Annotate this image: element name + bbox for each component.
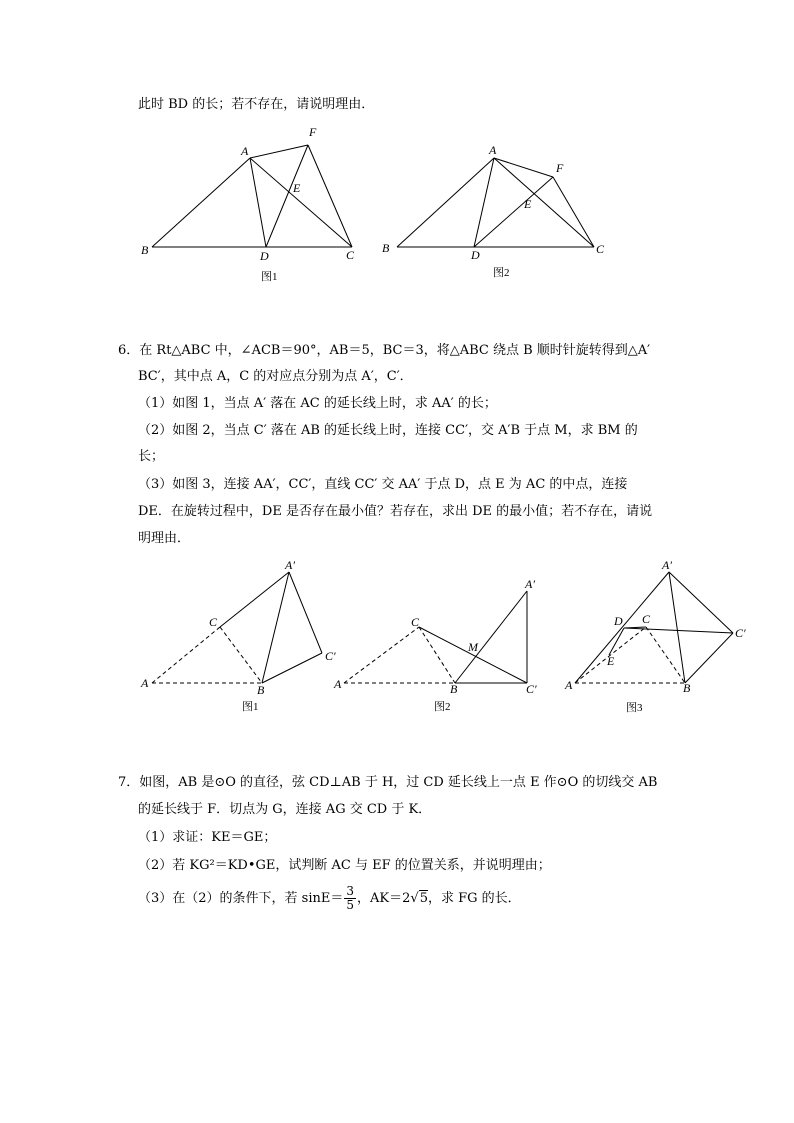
q6-fig2-label: A′ — [525, 577, 535, 591]
figure-caption: 图1 — [242, 701, 259, 713]
q6-fig3-label: D — [614, 614, 623, 628]
q6-fig3-label: C′ — [735, 626, 746, 640]
figure-1-top — [152, 145, 352, 247]
fig2-label: C — [596, 242, 605, 256]
fig1-label: B — [141, 243, 149, 257]
q7-stem-line2: 的延长线于 F．切点为 G，连接 AG 交 CD 于 K． — [138, 802, 432, 817]
q7-part3-suffix: ，求 FG 的长． — [427, 891, 521, 906]
q7-part2: （2）若 KG²＝KD•GE，试判断 AC 与 EF 的位置关系，并说明理由； — [138, 858, 551, 873]
fig1-label: A — [241, 144, 249, 158]
q6-fig1-label: C′ — [325, 649, 336, 663]
q7-stem-line1: 7．如图，AB 是⊙O 的直径，弦 CD⊥AB 于 H，过 CD 延长线上一点 E 作⊙O 的切线交 AB — [118, 775, 658, 790]
q6-fig3-label: E — [607, 654, 615, 668]
figure-2-top — [397, 158, 594, 247]
fraction-denominator: 5 — [346, 898, 355, 912]
q7-part3-middle: ，AK＝2 — [357, 891, 411, 906]
q6-part1: （1）如图 1，当点 A′ 落在 AC 的延长线上时，求 AA′ 的长； — [138, 396, 497, 411]
q6-fig3-label: B — [683, 681, 691, 695]
q6-fig3-label: A′ — [662, 558, 672, 572]
q6-part2-line2: 长； — [138, 449, 165, 464]
figure-caption: 图3 — [626, 702, 643, 714]
figure-caption: 图1 — [261, 271, 278, 283]
fig1-label: D — [260, 249, 269, 263]
q6-part2-line1: （2）如图 2，当点 C′ 落在 AB 的延长线上时，连接 CC′，交 A′B 于点 M，求 BM 的 — [138, 423, 638, 438]
fraction — [344, 885, 356, 912]
q6-figure-3 — [575, 572, 733, 683]
q6-part3-line3: 明理由． — [138, 531, 191, 546]
q6-part3-line2: DE．在旋转过程中，DE 是否存在最小值？若存在，求出 DE 的最小值；若不存在，请说 — [138, 504, 653, 519]
q6-part3-line1: （3）如图 3，连接 AA′，CC′，直线 CC′ 交 AA′ 于点 D，点 E 为 AC 的中点，连接 — [138, 477, 628, 492]
fraction-numerator: 3 — [346, 884, 355, 898]
q6-stem-line1: 6．在 Rt△ABC 中，∠ACB＝90°，AB＝5，BC＝3，将△ABC 绕点 B 顺时针旋转得到△A′ — [118, 343, 651, 358]
figure-caption: 图2 — [493, 267, 510, 279]
fig2-label: B — [382, 241, 390, 255]
q7-part1: （1）求证：KE＝GE； — [138, 830, 277, 845]
fig1-label: E — [293, 181, 301, 195]
fig2-label: E — [524, 197, 532, 211]
q6-fig2-label: C — [411, 615, 420, 629]
q6-fig2-label: A — [334, 677, 342, 691]
q6-figure-1 — [152, 572, 322, 683]
q7-part3 — [138, 885, 521, 912]
q7-part3-prefix: （3）在（2）的条件下，若 sinE＝ — [138, 891, 344, 906]
q6-fig2-label: B — [450, 682, 458, 696]
q6-fig3-label: A — [565, 678, 573, 692]
q6-stem-line2: BC′，其中点 A，C 的对应点分别为点 A′，C′． — [138, 369, 413, 384]
q6-fig1-label: A′ — [285, 558, 295, 572]
sqrt-radicand: 5 — [419, 891, 428, 906]
q6-fig2-label: M — [468, 640, 478, 654]
sqrt-sign: √ — [410, 891, 419, 906]
q6-fig3-label: C — [642, 612, 651, 626]
fig1-label: C — [346, 248, 355, 262]
q6-fig2-label: C′ — [526, 682, 537, 696]
fig2-label: A — [489, 143, 497, 157]
q6-fig1-label: A — [141, 676, 149, 690]
q6-fig1-label: B — [257, 683, 265, 697]
fig2-label: F — [556, 161, 564, 175]
q6-fig1-label: C — [209, 615, 218, 629]
fig1-label: F — [309, 125, 317, 139]
continuation-text: 此时 BD 的长；若不存在，请说明理由． — [138, 97, 375, 112]
q6-figure-2 — [344, 591, 527, 683]
figure-caption: 图2 — [434, 701, 451, 713]
fig2-label: D — [471, 248, 480, 262]
